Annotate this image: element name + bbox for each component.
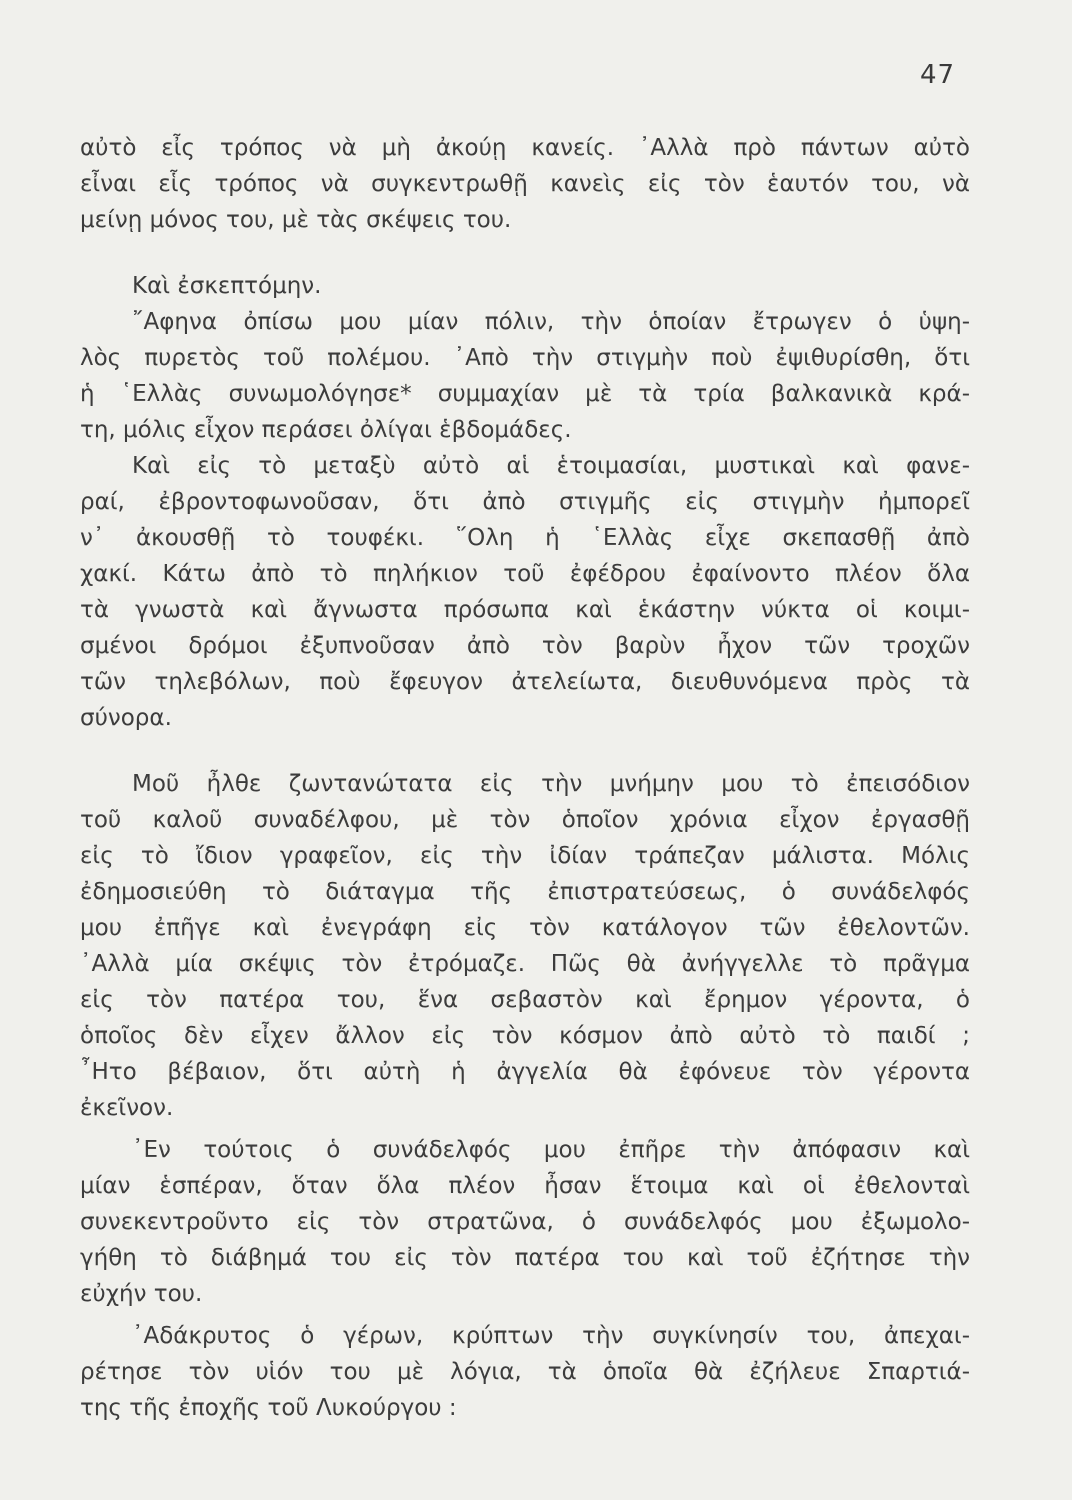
text-line: ῎Αφηνα ὀπίσω μου μίαν πόλιν, τὴν ὁποίαν ἔτρωγεν ὁ ὑψη- [132, 309, 970, 335]
text-line: ρέτησε τὸν υἱόν του μὲ λόγια, τὰ ὁποῖα θὰ ἐζήλευε Σπαρτιά- [80, 1359, 970, 1385]
paragraph [80, 1318, 970, 1426]
text-line: μίαν ἑσπέραν, ὅταν ὅλα πλέον ἦσαν ἕτοιμα καὶ οἱ ἐθελονταὶ [80, 1173, 970, 1199]
text-line: της τῆς ἐποχῆς τοῦ Λυκούργου : [80, 1395, 457, 1421]
text-line: τὰ γνωστὰ καὶ ἄγνωστα πρόσωπα καὶ ἑκάστην νύκτα οἱ κοιμι- [80, 597, 970, 623]
text-line: μείνῃ μόνος του, μὲ τὰς σκέψεις του. [80, 207, 512, 233]
text-line: ἐκεῖνον. [80, 1095, 174, 1121]
text-line: ν᾿ ἀκουσθῇ τὸ τουφέκι. ῞Ολη ἡ ῾Ελλὰς εἶχε σκεπασθῇ ἀπὸ [80, 525, 970, 551]
text-line: χακί. Κάτω ἀπὸ τὸ πηλήκιον τοῦ ἐφέδρου ἐφαίνοντο πλέον ὅλα [80, 561, 970, 587]
body-text [80, 130, 970, 1426]
text-line: λὸς πυρετὸς τοῦ πολέμου. ᾿Απὸ τὴν στιγμὴν ποὺ ἐψιθυρίσθη, ὅτι [80, 345, 970, 371]
text-line: ῏Ητο βέβαιον, ὅτι αὐτὴ ἡ ἀγγελία θὰ ἐφόνευε τὸν γέροντα [80, 1059, 970, 1085]
text-line: σύνορα. [80, 705, 172, 731]
text-line: μου ἐπῆγε καὶ ἐνεγράφη εἰς τὸν κατάλογον τῶν ἐθελοντῶν. [80, 915, 970, 941]
text-line: τη, μόλις εἶχον περάσει ὀλίγαι ἑβδομάδες. [80, 417, 572, 443]
text-line: ἡ ῾Ελλὰς συνωμολόγησε* συμμαχίαν μὲ τὰ τρία βαλκανικὰ κρά- [80, 381, 970, 407]
text-line: εἰς τὸν πατέρα του, ἕνα σεβαστὸν καὶ ἔρημον γέροντα, ὁ [80, 987, 970, 1013]
text-line: γήθη τὸ διάβημά του εἰς τὸν πατέρα του καὶ τοῦ ἐζήτησε τὴν [80, 1245, 970, 1271]
paragraph [80, 304, 970, 448]
text-line: Καὶ ἐσκεπτόμην. [132, 273, 322, 299]
text-line: τῶν τηλεβόλων, ποὺ ἔφευγον ἀτελείωτα, διευθυνόμενα πρὸς τὰ [80, 669, 970, 695]
text-line: ᾿Αλλὰ μία σκέψις τὸν ἐτρόμαζε. Πῶς θὰ ἀνήγγελλε τὸ πρᾶγμα [80, 951, 970, 977]
paragraph [80, 130, 970, 238]
page-number: 47 [920, 60, 956, 90]
text-line: ᾿Αδάκρυτος ὁ γέρων, κρύπτων τὴν συγκίνησίν του, ἀπεχαι- [132, 1323, 970, 1349]
text-line: τοῦ καλοῦ συναδέλφου, μὲ τὸν ὁποῖον χρόνια εἶχον ἐργασθῇ [80, 807, 970, 833]
paragraph [80, 1132, 970, 1312]
paragraph [80, 766, 970, 1126]
text-line: ᾿Εν τούτοις ὁ συνάδελφός μου ἐπῆρε τὴν ἀπόφασιν καὶ [132, 1137, 970, 1163]
text-line: ἐδημοσιεύθη τὸ διάταγμα τῆς ἐπιστρατεύσεως, ὁ συνάδελφός [80, 879, 970, 905]
text-line: ὁποῖος δὲν εἶχεν ἄλλον εἰς τὸν κόσμον ἀπὸ αὐτὸ τὸ παιδί ; [80, 1023, 970, 1049]
text-line: Μοῦ ἦλθε ζωντανώτατα εἰς τὴν μνήμην μου τὸ ἐπεισόδιον [132, 771, 970, 797]
text-line: εὐχήν του. [80, 1281, 203, 1307]
text-line: συνεκεντροῦντο εἰς τὸν στρατῶνα, ὁ συνάδελφός μου ἐξωμολο- [80, 1209, 970, 1235]
paragraph [80, 448, 970, 736]
paragraph [80, 268, 970, 304]
text-line: αὐτὸ εἶς τρόπος νὰ μὴ ἀκούῃ κανείς. ᾿Αλλὰ πρὸ πάντων αὐτὸ [80, 135, 970, 161]
text-line: Καὶ εἰς τὸ μεταξὺ αὐτὸ αἱ ἑτοιμασίαι, μυστικαὶ καὶ φανε- [132, 453, 970, 479]
text-line: εἶναι εἷς τρόπος νὰ συγκεντρωθῇ κανεὶς εἰς τὸν ἑαυτόν του, νὰ [80, 171, 970, 197]
text-line: εἰς τὸ ἴδιον γραφεῖον, εἰς τὴν ἰδίαν τράπεζαν μάλιστα. Μόλις [80, 843, 970, 869]
text-line: ραί, ἐβροντοφωνοῦσαν, ὅτι ἀπὸ στιγμῆς εἰς στιγμὴν ἠμπορεῖ [80, 489, 970, 515]
text-line: σμένοι δρόμοι ἐξυπνοῦσαν ἀπὸ τὸν βαρὺν ἦχον τῶν τροχῶν [80, 633, 970, 659]
